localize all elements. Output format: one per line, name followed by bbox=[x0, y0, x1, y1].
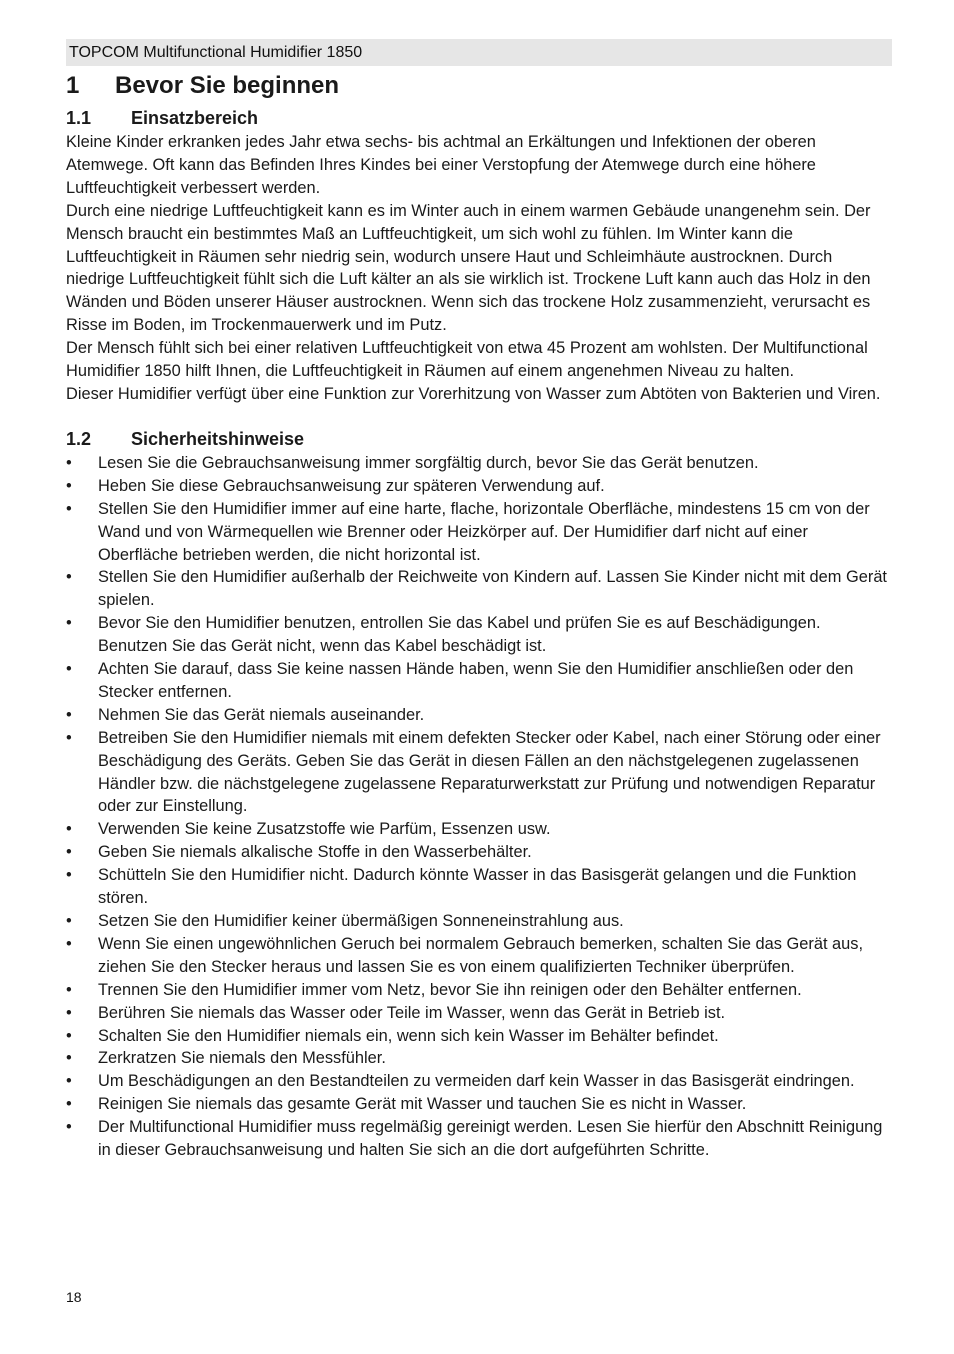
list-item bbox=[66, 910, 892, 933]
section-number: 1.2 bbox=[66, 428, 92, 449]
bullet-icon: • bbox=[66, 934, 72, 953]
running-header-title: TOPCOM Multifunctional Humidifier 1850 bbox=[69, 44, 363, 61]
list-item bbox=[66, 979, 892, 1002]
list-item-text: Nehmen Sie das Gerät niemals auseinander. bbox=[98, 705, 425, 724]
bullet-icon: • bbox=[66, 1072, 72, 1091]
bullet-icon: • bbox=[66, 476, 72, 495]
list-item bbox=[66, 1093, 892, 1116]
bullet-icon: • bbox=[66, 1003, 72, 1022]
bullet-icon: • bbox=[66, 568, 72, 587]
bullet-icon: • bbox=[66, 980, 72, 999]
list-item bbox=[66, 1047, 892, 1070]
list-item bbox=[66, 841, 892, 864]
bullet-icon: • bbox=[66, 1095, 72, 1114]
list-item-text: Um Beschädigungen an den Bestandteilen zu vermeiden darf kein Wasser in das Basisgerät eindringen. bbox=[98, 1072, 855, 1091]
list-item-text: Stellen Sie den Humidifier außerhalb der Reichweite von Kindern auf. Lassen Sie Kinder nicht mit dem Gerät spielen. bbox=[98, 568, 887, 610]
section-title: Einsatzbereich bbox=[131, 108, 259, 128]
section-heading-sicherheitshinweise bbox=[66, 426, 892, 452]
list-item-text: Schütteln Sie den Humidifier nicht. Dadurch könnte Wasser in das Basisgerät gelangen und die Funktion stören. bbox=[98, 866, 857, 908]
bullet-icon: • bbox=[66, 866, 72, 885]
list-item bbox=[66, 727, 892, 819]
list-item-text: Lesen Sie die Gebrauchsanweisung immer sorgfältig durch, bevor Sie das Gerät benutzen. bbox=[98, 453, 759, 472]
chapter-heading bbox=[66, 70, 892, 102]
list-item bbox=[66, 452, 892, 475]
list-item bbox=[66, 818, 892, 841]
list-item bbox=[66, 704, 892, 727]
chapter-number: 1 bbox=[66, 72, 80, 99]
list-item-text: Geben Sie niemals alkalische Stoffe in den Wasserbehälter. bbox=[98, 843, 532, 862]
list-item bbox=[66, 1025, 892, 1048]
list-item-text: Trennen Sie den Humidifier immer vom Netz, bevor Sie ihn reinigen oder den Behälter entfernen. bbox=[98, 980, 802, 999]
section-body-einsatzbereich bbox=[66, 131, 892, 406]
list-item-text: Zerkratzen Sie niemals den Messfühler. bbox=[98, 1049, 386, 1068]
safety-list bbox=[66, 452, 892, 1162]
bullet-icon: • bbox=[66, 705, 72, 724]
list-item-text: Stellen Sie den Humidifier immer auf eine harte, flache, horizontale Oberfläche, mindestens 15 cm von der Wand und von Wärmequellen wie Brenner oder Heizkörper auf. Der Humidifier darf nicht auf einer Oberfläche betrieben werden, die nicht horizontal ist. bbox=[98, 499, 870, 564]
list-item-text: Wenn Sie einen ungewöhnlichen Geruch bei normalem Gebrauch bemerken, schalten Sie das Gerät aus, ziehen Sie den Stecker heraus und lassen Sie es von einem qualifizierten Techniker überprüfen. bbox=[98, 934, 864, 976]
list-item bbox=[66, 612, 892, 658]
bullet-icon: • bbox=[66, 1026, 72, 1045]
running-header bbox=[66, 39, 892, 66]
bullet-icon: • bbox=[66, 660, 72, 679]
bullet-icon: • bbox=[66, 1118, 72, 1137]
list-item-text: Bevor Sie den Humidifier benutzen, entrollen Sie das Kabel und prüfen Sie es auf Beschädigungen. Benutzen Sie das Gerät nicht, wenn das Kabel beschädigt ist. bbox=[98, 614, 821, 656]
list-item bbox=[66, 933, 892, 979]
bullet-icon: • bbox=[66, 453, 72, 472]
list-item bbox=[66, 658, 892, 704]
section-number: 1.1 bbox=[66, 108, 92, 128]
bullet-icon: • bbox=[66, 912, 72, 930]
document-page bbox=[66, 39, 892, 1162]
bullet-icon: • bbox=[66, 1049, 72, 1068]
list-item-text: Verwenden Sie keine Zusatzstoffe wie Parfüm, Essenzen usw. bbox=[98, 820, 551, 839]
section-heading-einsatzbereich bbox=[66, 105, 892, 131]
bullet-icon: • bbox=[66, 843, 72, 862]
list-item bbox=[66, 1070, 892, 1093]
list-item bbox=[66, 498, 892, 567]
paragraph: Durch eine niedrige Luftfeuchtigkeit kann es im Winter auch in einem warmen Gebäude unangenehm sein. Der Mensch braucht ein bestimmtes Maß an Luftfeuchtigkeit, um sich wohl zu fühlen. Im Winter kann die Luftfeuchtigkeit in Räumen sehr niedrig sein, wodurch unsere Haut und Schleimhäute austrocknen. Durch niedrige Luftfeuchtigkeit fühlt sich die Luft kälter an als sie wirklich ist. Trockene Luft kann auch das Holz in den Wänden und Böden unserer Häuser austrocknen. Wenn sich das trockene Holz zusammenzieht, verursacht es Risse im Boden, im Trockenmauerwerk und im Putz. bbox=[66, 201, 871, 335]
list-item bbox=[66, 1002, 892, 1025]
list-item bbox=[66, 864, 892, 910]
list-item bbox=[66, 475, 892, 498]
list-item-text: Der Multifunctional Humidifier muss regelmäßig gereinigt werden. Lesen Sie hierfür den Abschnitt Reinigung in dieser Gebrauchsanweisung und halten Sie sich an die dort aufgeführten Schritte. bbox=[98, 1118, 883, 1160]
list-item-text: Reinigen Sie niemals das gesamte Gerät mit Wasser und tauchen Sie es nicht in Wasser. bbox=[98, 1095, 747, 1114]
paragraph: Kleine Kinder erkranken jedes Jahr etwa sechs- bis achtmal an Erkältungen und Infektionen der oberen Atemwege. Oft kann das Befinden Ihres Kindes bei einer Verstopfung der Atemwege durch eine höhere Luftfeuchtigkeit verbessert werden. bbox=[66, 133, 816, 197]
chapter-title: Bevor Sie beginnen bbox=[115, 72, 340, 99]
bullet-icon: • bbox=[66, 820, 72, 839]
list-item-text: Berühren Sie niemals das Wasser oder Teile im Wasser, wenn das Gerät in Betrieb ist. bbox=[98, 1003, 726, 1022]
list-item bbox=[66, 1116, 892, 1162]
bullet-icon: • bbox=[66, 499, 72, 518]
list-item-text: Achten Sie darauf, dass Sie keine nassen Hände haben, wenn Sie den Humidifier anschließen oder den Stecker entfernen. bbox=[98, 660, 854, 701]
list-item-text: Schalten Sie den Humidifier niemals ein, wenn sich kein Wasser im Behälter befindet. bbox=[98, 1026, 719, 1045]
list-item-text: Betreiben Sie den Humidifier niemals mit einem defekten Stecker oder Kabel, nach einer Störung oder einer Beschädigung des Geräts. Geben Sie das Gerät in diesen Fällen an den nächstgelegenen zugelassenen Händler bzw. die nächstgelegene zugelassene Reparaturwerkstatt zur Prüfung und notwendigen Reparatur oder zur Einstellung. bbox=[98, 728, 881, 816]
paragraph: Dieser Humidifier verfügt über eine Funktion zur Vorerhitzung von Wasser zum Abtöten von Bakterien und Viren. bbox=[66, 384, 881, 403]
bullet-icon: • bbox=[66, 728, 72, 747]
list-item-text: Setzen Sie den Humidifier keiner übermäßigen Sonneneinstrahlung aus. bbox=[98, 912, 624, 930]
list-item-text: Heben Sie diese Gebrauchsanweisung zur späteren Verwendung auf. bbox=[98, 476, 605, 495]
paragraph: Der Mensch fühlt sich bei einer relativen Luftfeuchtigkeit von etwa 45 Prozent am wohlsten. Der Multifunctional Humidifier 1850 hilft Ihnen, die Luftfeuchtigkeit in Räumen auf einem angenehmen Niveau zu halten. bbox=[66, 339, 868, 381]
list-item bbox=[66, 566, 892, 612]
section-title: Sicherheitshinweise bbox=[131, 428, 305, 449]
page-number: 18 bbox=[66, 1289, 82, 1305]
bullet-icon: • bbox=[66, 614, 72, 633]
